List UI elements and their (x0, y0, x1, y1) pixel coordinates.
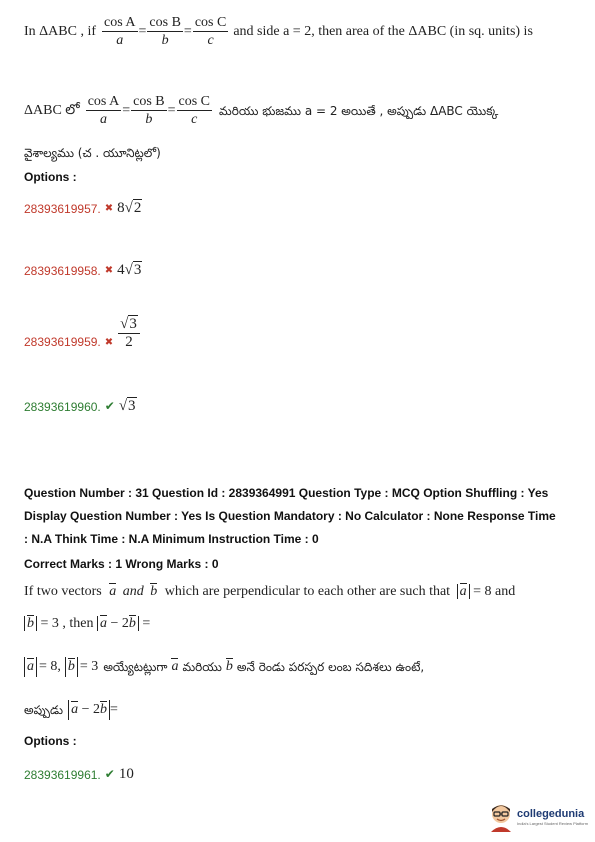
vector-a: a (171, 657, 178, 677)
option-id: 28393619957. (24, 201, 101, 216)
denominator: c (191, 112, 198, 127)
q30-telugu-line (24, 93, 498, 128)
collegedunia-logo (488, 802, 588, 832)
q31-meta-line2: Display Question Number : Yes Is Question Mandatory : No Calculator : None Response Time (24, 509, 556, 523)
vector-b: b (129, 614, 136, 634)
option-item[interactable] (24, 200, 142, 217)
q31-en2-val: = 3 , then (40, 616, 94, 631)
q31-te1-end: అనే రెండు పరస్పర లంబ సదిశలు ఉంటే, (236, 660, 425, 674)
fraction-cosA-a (86, 93, 122, 128)
q31-english-line2 (24, 614, 150, 634)
option-id: 28393619959. (24, 335, 101, 349)
fraction-cosC-c (177, 93, 213, 128)
equals-sign: = (142, 616, 151, 631)
radicand: 3 (128, 398, 136, 414)
magnitude-a-minus-2b: a − 2b (68, 700, 110, 720)
vector-b: b (226, 657, 233, 677)
radicand: 3 (129, 316, 137, 332)
denominator: b (161, 33, 169, 48)
option-id: 28393619958. (24, 263, 101, 278)
equals-sign: = (122, 102, 131, 118)
coefficient: 4 (117, 262, 125, 278)
q31-marks: Correct Marks : 1 Wrong Marks : 0 (24, 557, 219, 571)
q31-telugu-line2 (24, 700, 118, 720)
numerator: cos C (194, 15, 227, 30)
q31-en1-prefix: If two vectors (24, 584, 102, 599)
option-item[interactable] (24, 316, 141, 351)
fraction-cosA-a (102, 14, 138, 49)
equals-sign: = (138, 23, 147, 39)
denominator: a (99, 112, 107, 127)
q31-english-line1 (24, 582, 515, 602)
coefficient: 8 (117, 200, 125, 216)
and-word: and (122, 584, 144, 599)
options-label: Options : (24, 734, 77, 748)
numerator: cos B (149, 15, 181, 30)
coefficient: 2 (92, 702, 100, 717)
equals-sign: = (183, 23, 192, 39)
option-value: 10 (118, 766, 134, 782)
magnitude-a (24, 657, 37, 677)
cross-icon: ✖ (104, 203, 114, 214)
vector-a: a (460, 582, 467, 602)
option-id: 28393619961. (24, 767, 101, 782)
options-label: Options : (24, 170, 77, 184)
vector-a: a (100, 614, 107, 634)
equals-sign: = (167, 102, 176, 118)
q31-te1-mid: అయ్యేటట్లుగా (103, 660, 168, 674)
q31-en1-val: = 8 and (473, 584, 516, 599)
numerator: cos A (104, 15, 136, 30)
equals-sign: = (109, 702, 118, 717)
magnitude-b (65, 657, 78, 677)
q31-meta-line1: Question Number : 31 Question Id : 2839364991 Question Type : MCQ Option Shuffling : Yes (24, 486, 549, 500)
radicand: 2 (133, 200, 142, 216)
option-item[interactable] (24, 398, 137, 415)
q30-en-prefix: In ΔABC , if (24, 23, 97, 39)
fraction-cosC-c (193, 14, 229, 49)
denominator: 2 (125, 334, 133, 350)
option-id: 28393619960. (24, 399, 101, 414)
option-value (118, 316, 140, 351)
numerator: cos C (178, 94, 211, 109)
option-item[interactable] (24, 766, 134, 783)
option-value (117, 262, 142, 279)
vector-b: b (150, 582, 157, 602)
q31-telugu-line1 (24, 657, 424, 677)
numerator (118, 316, 140, 334)
sqrt-icon: √ (124, 262, 133, 278)
fraction-cosB-b (147, 14, 183, 49)
denominator: c (207, 33, 214, 48)
q30-english-line (24, 14, 533, 49)
q31-meta-line3: : N.A Think Time : N.A Minimum Instruction Time : 0 (24, 532, 319, 546)
q30-en-suffix: and side a = 2, then area of the ΔABC (in sq. units) is (233, 23, 533, 39)
vector-b: b (68, 657, 75, 677)
q30-te-prefix: ΔABC లో (24, 102, 80, 118)
logo-name: collegedunia (517, 807, 585, 820)
option-value (119, 398, 137, 415)
option-value (117, 200, 142, 217)
denominator: b (145, 112, 153, 127)
magnitude-a-minus-2b: a − 2b (97, 616, 139, 631)
fraction-cosB-b (131, 93, 167, 128)
magnitude-a (457, 584, 470, 599)
vector-b: b (100, 700, 107, 720)
numerator: cos A (87, 94, 120, 109)
option-item[interactable] (24, 262, 142, 279)
check-icon: ✔ (104, 399, 115, 413)
q31-te1-and: మరియు (182, 660, 222, 674)
student-avatar-icon (488, 802, 514, 832)
q31-te1-a: = 8, (39, 659, 61, 674)
sqrt-icon: √ (120, 316, 129, 332)
vector-b: b (27, 614, 34, 634)
cross-icon: ✖ (104, 337, 114, 348)
q30-te-suffix: మరియు భుజము a = 2 అయితే , అప్పుడు ΔABC యొక్క (219, 103, 499, 118)
vector-a: a (27, 657, 34, 677)
radicand: 3 (133, 262, 142, 278)
sqrt-icon: √ (124, 200, 133, 216)
vector-a: a (71, 700, 78, 720)
q31-te2-prefix: అప్పుడు (24, 703, 64, 717)
cross-icon: ✖ (104, 265, 114, 276)
numerator: cos B (133, 94, 165, 109)
coefficient: 2 (121, 616, 129, 631)
vector-a: a (109, 582, 116, 602)
check-icon: ✔ (104, 767, 115, 781)
q31-te1-b: = 3 (79, 659, 99, 674)
q30-te-line2: వైశాల్యము (చ . యూనిట్లలో) (24, 146, 161, 160)
magnitude-b (24, 616, 37, 631)
denominator: a (116, 33, 124, 48)
logo-tagline: India's Largest Student Review Platform (517, 820, 589, 826)
q31-en1-mid: which are perpendicular to each other are such that (164, 584, 451, 599)
sqrt-icon: √ (118, 398, 128, 414)
